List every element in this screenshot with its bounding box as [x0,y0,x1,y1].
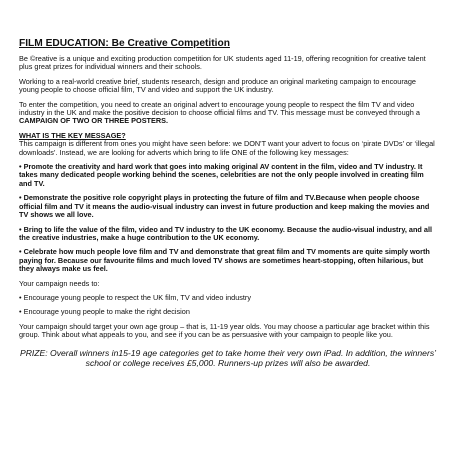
bullet-celebrate: • Celebrate how much people love film and TV and demonstrate that great film and TV moments are quite simply worth paying for. Because our favourite films and much loved TV shows are sometimes heart-stopping, often hilarious, but they always make us feel. [19,247,430,274]
needs-intro: Your campaign needs to: [19,278,100,288]
needs-item-respect: • Encourage young people to respect the UK film, TV and video industry [19,292,252,302]
target-paragraph: Your campaign should target your own age group – that is, 11-19 year olds. You may choose a particular age bracket within this group. Think about what appeals to you, and see if you can be as persuasive with your campaign to people like you. [19,321,430,340]
enter-emphasis: CAMPAIGN OF TWO OR THREE POSTERS. [19,116,169,126]
document-page [19,38,437,368]
key-message-heading: WHAT IS THE KEY MESSAGE? [19,130,126,140]
brief-paragraph: Working to a real-world creative brief, students research, design and produce an original marketing campaign to encourage young people to choose official film, TV and video and support the UK industry. [19,76,416,95]
enter-paragraph [19,101,437,126]
bullet-creativity: • Promote the creativity and hard work that goes into making original AV content in the film, video and TV industry. It takes many dedicated people working behind the scenes, celebrities are not the only people involved in creating film and TV. [19,162,424,188]
enter-text: To enter the competition, you need to create an original advert to encourage young people to respect the film TV and video industry in the UK and make the positive decision to choose official films and TV. This message must be conveyed through a [19,99,420,118]
intro-paragraph: Be ©reative is a unique and exciting production competition for UK students aged 11-19, offering recognition for creative talent plus great prizes for individual winners and their schools. [19,54,426,72]
needs-item-decision: • Encourage young people to make the right decision [19,307,190,317]
bullet-economy: • Bring to life the value of the film, video and TV industry to the UK economy. Because the audio-visual industry, and all the creative industries, make a huge contribution to the UK economy. [19,224,432,242]
key-message-paragraph: This campaign is different from ones you might have seen before: we DON'T want your advert to focus on ‘pirate DVDs’ or ‘illegal downloads’. Instead, we are looking for adverts which bring to life ONE of the following key messages: [19,139,435,157]
document-title: FILM EDUCATION: Be Creative Competition [19,38,230,49]
prize-paragraph: PRIZE: Overall winners in15-19 age categories get to take home their very own iPad. In addition, the winners’ school or college receives £5,000. Runners-up prizes will also be awarded. [19,347,437,368]
bullet-copyright: • Demonstrate the positive role copyright plays in protecting the future of film and TV.Because when people choose official film and TV it means the audio-visual industry can invest in future production and keep making the movies and TV shows we all love. [19,193,430,220]
